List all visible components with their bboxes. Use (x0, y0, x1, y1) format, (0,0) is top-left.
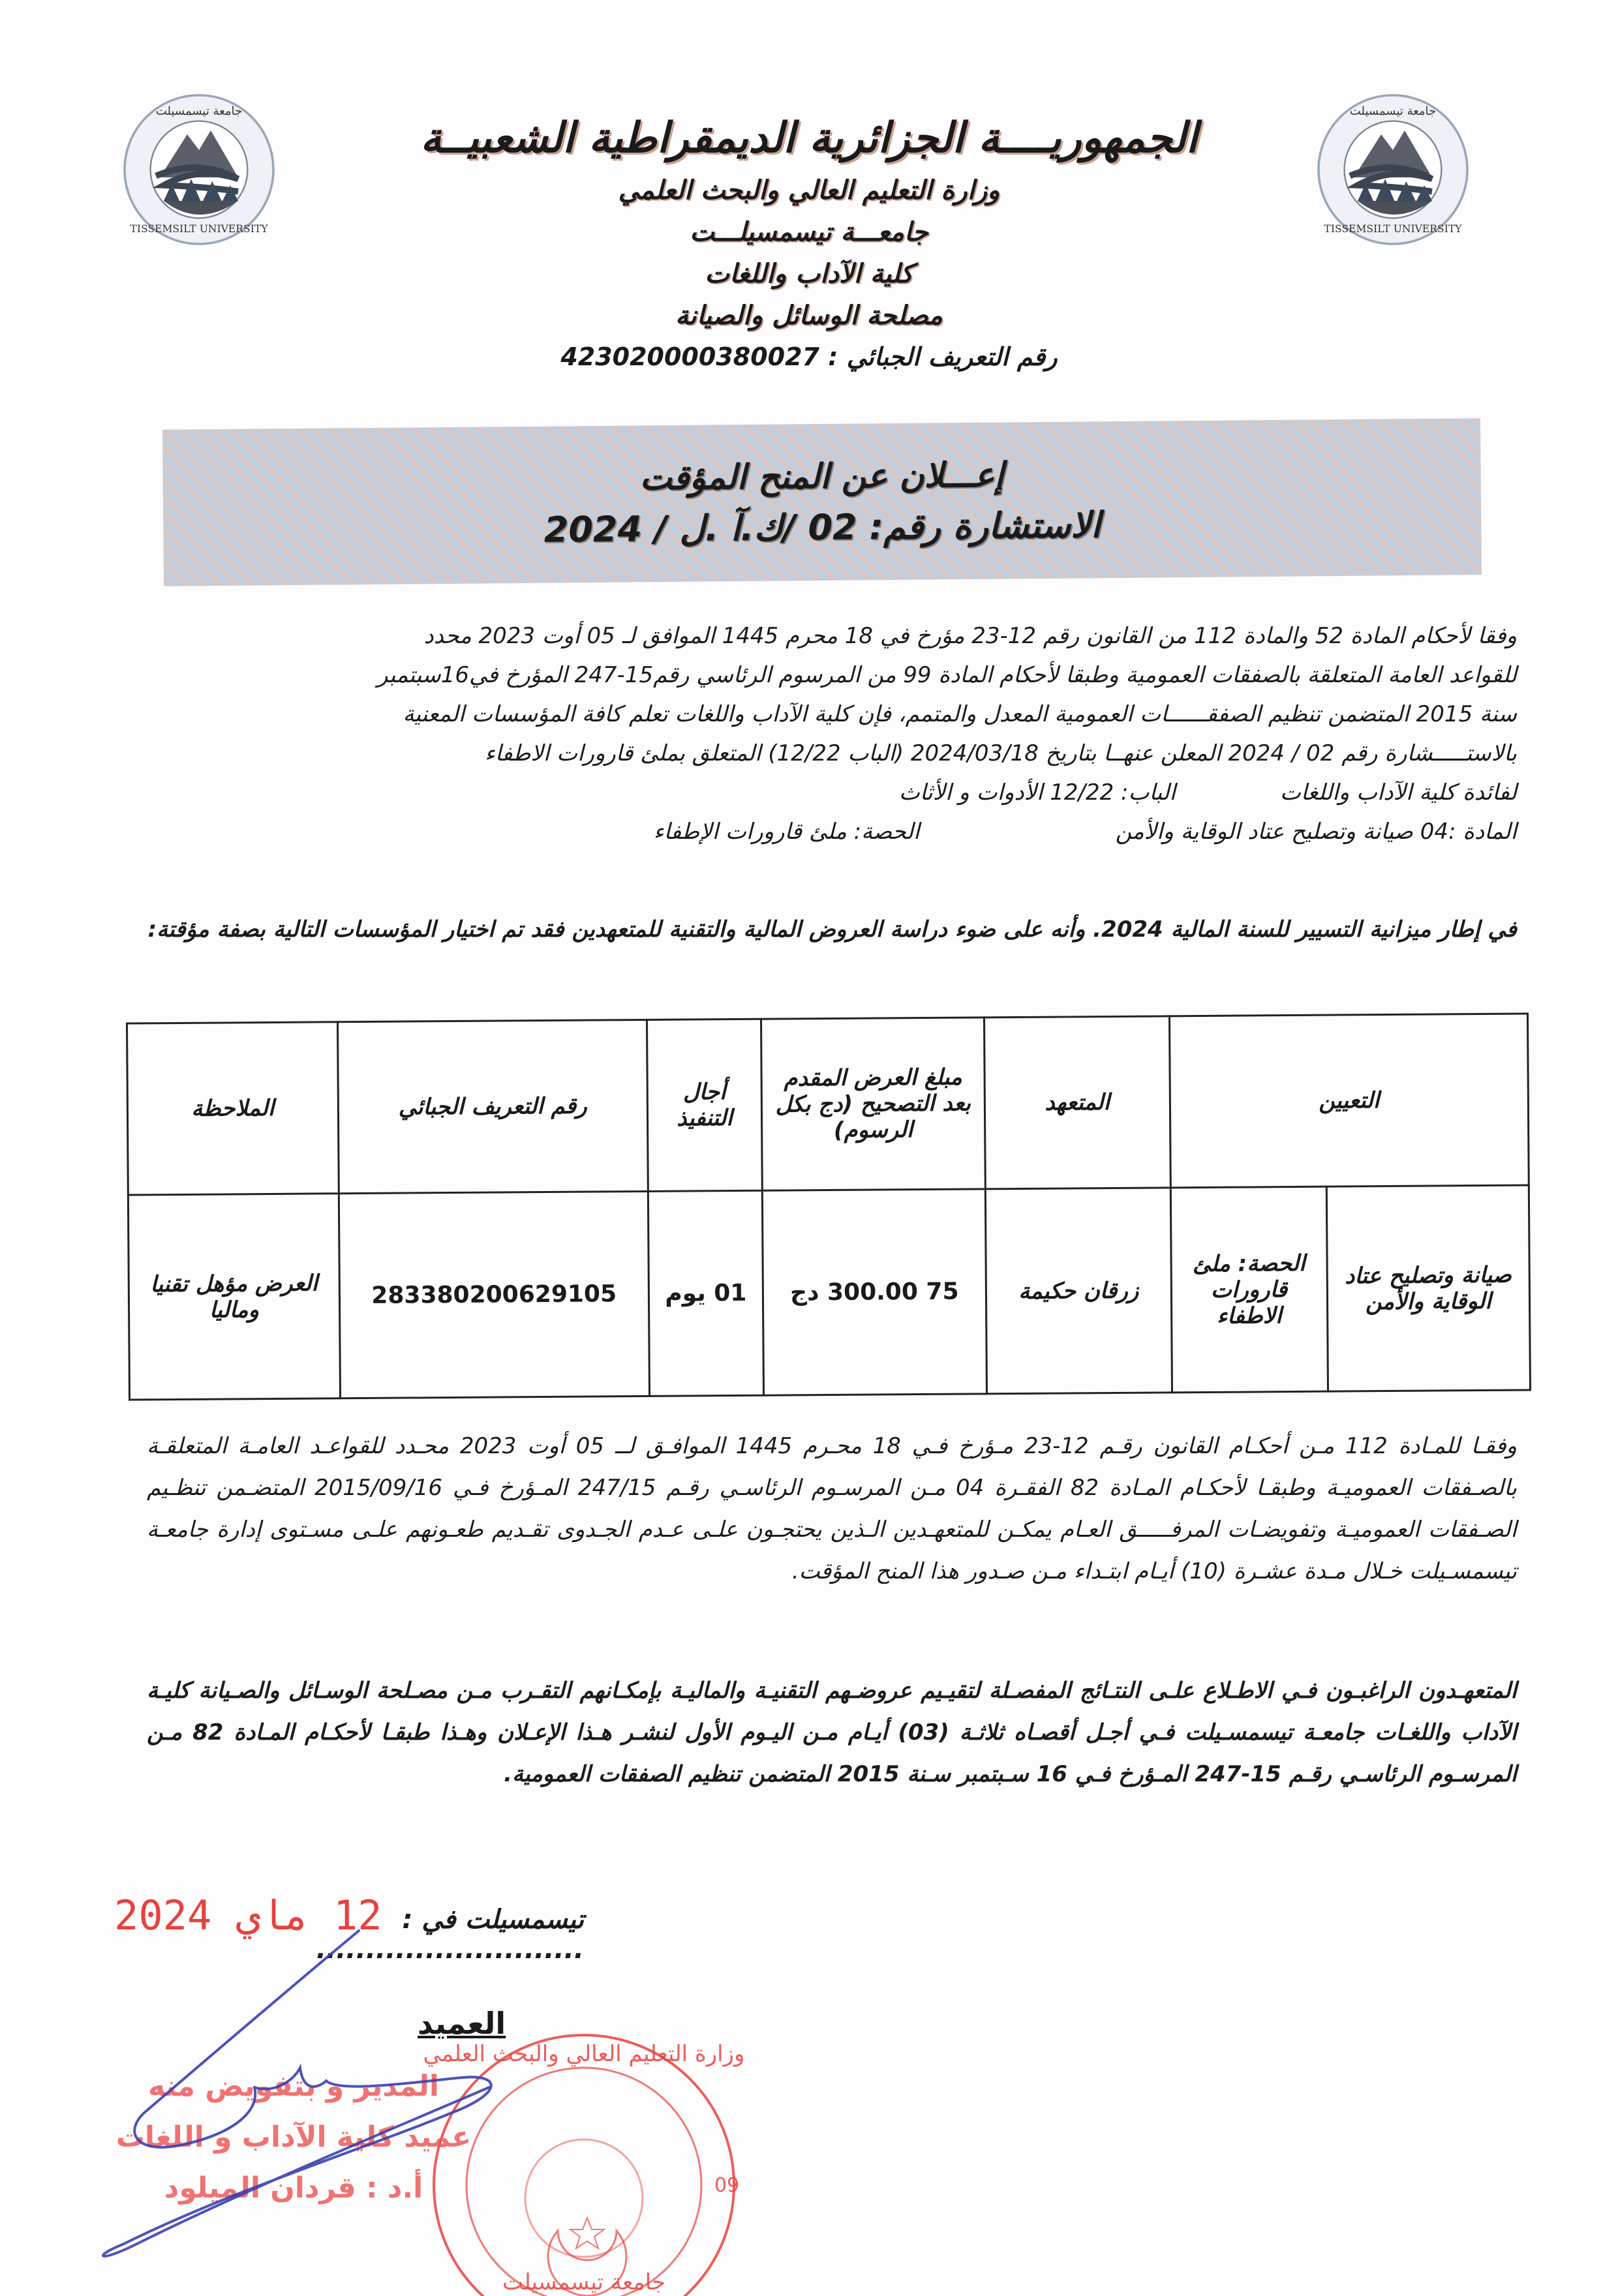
announcement-title: إعـــلان عن المنح المؤقت (639, 455, 1004, 498)
department-name: مصلحة الوسائل والصيانة (675, 301, 943, 331)
budget-chapter: الباب: 12/22 الأدوات و الأثاث (898, 779, 1176, 806)
header-remark: الملاحظة (127, 1022, 339, 1195)
consultation-number: الاستشارة رقم: 02 /ك.آ .ل / 2024 (543, 504, 1101, 551)
delegation-line: أ.د : قردان الميلود (164, 2171, 423, 2205)
lot: الحصة: ملئ قارورات الإطفاء (653, 819, 920, 845)
tax-id (391, 342, 1227, 371)
delegation-line: المدير و بتفويض منه (148, 2070, 439, 2103)
budget-article: المادة :04 صيانة وتصليح عتاد الوقاية والأمن (1115, 819, 1517, 845)
stamp-top-text: وزارة التعليم العالي والبحث العلمي (423, 2041, 745, 2067)
results-consultation-paragraph: المتعهـدون الراغبـون فـي الاطـلاع علـى النتـائج المفصـلة لتقيـيم عروضـهم التقنيـة والماليـة بإمكـانهم التقـرب مـن مصـلحة الوسـائل والصـيانة كليـة الآداب واللغـات جامعـة تيسمسـيلت فـي أجـل أقصـاه ثلاثـة (03) أيـام مـن اليـوم الأول لنشـر هـذا الإعـلان وهـذا طبقـا لأحكـام المـادة 82 مـن المرسـوم الرئاسـي رقـم 15-247 المـؤرخ فـي 16 سـبتمبر سـنة 2015 المتضمن تنظيم الصفقات العمومية. (147, 1678, 1518, 1787)
date-stamp: 12 ماي 2024 (114, 1892, 382, 1939)
cell-remark: العرض مؤهل تقنيا وماليا (128, 1194, 340, 1400)
cell-amount: 75 300.00 دج (762, 1189, 986, 1395)
header-deadline: أجال التنفيذ (647, 1019, 762, 1191)
header-bidder: المتعهد (984, 1016, 1170, 1189)
appeal-paragraph: وفقـا للمـادة 112 مـن أحكـام القانون رقـم 12-23 مـؤرخ فـي 18 محـرم 1445 الموافـق لــ 05 أوت 2023 محـدد للقواعـد العامـة المتعلقـة بالصـفقات العموميـة وطبقـا لأحكـام المـادة 82 الفقـرة 04 مـن المرسـوم الرئاسـي رقـم 247/15 المـؤرخ فـي 2015/09/16 المتضـمن تنظـيم الصـفقات العموميـة وتفويضـات المرفـــــق العـام يمكـن للمتعهـدين الـذين يحتجـون علـى عـدم الجـدوى تقـديم طعـونهم علـى مسـتوى إدارة جامعـة تيسمسـيلت خـلال مـدة عشـرة (10) أيـام ابتـداء مـن صـدور هذا المنح المؤقت. (147, 1433, 1517, 1584)
paragraph-line: سنة 2015 المتضمن تنظيم الصفقــــــات العمومية المعدل والمتمم، فإن كلية الآداب واللغات تعلم كافة المؤسسات المعنية (403, 701, 1517, 727)
university-logo-icon (1315, 91, 1471, 248)
title-banner (162, 418, 1482, 586)
faculty-name: كلية الآداب واللغات (705, 259, 913, 289)
stamp-bottom-text: جامعة تيسمسيلت (502, 2269, 665, 2295)
dean-title: العميد (418, 2006, 506, 2041)
place-label: تيسمسيلت في : (402, 1905, 584, 1935)
legal-basis-paragraph (147, 616, 1517, 851)
university-name: جامعـــة تيسمسيلـــت (690, 217, 928, 247)
table-row (128, 1185, 1530, 1400)
cell-tax-id: 283380200629105 (339, 1191, 649, 1398)
logo-arabic-text: جامعة تيسمسيلت (1349, 104, 1437, 118)
paragraph-line: وفقا لأحكام المادة 52 والمادة 112 من القانون رقم 12-23 مؤرخ في 18 محرم 1445 الموافق لـ 05 أوت 2023 محدد (423, 623, 1517, 649)
date-dots: ........................... (316, 1935, 584, 1965)
header-designation: التعيين (1169, 1014, 1529, 1188)
university-logo-left (121, 91, 277, 248)
header-amount: مبلغ العرض المقدم بعد التصحيح (دج بكل الرسوم) (761, 1018, 985, 1190)
logo-arabic-text: جامعة تيسمسيلت (155, 104, 243, 118)
paragraph-line: للقواعد العامة المتعلقة بالصفقات العمومية وطبقا لأحكام المادة 99 من المرسوم الرئاسي رقم15-247 المؤرخ في16سبتمبر (377, 662, 1517, 688)
selection-paragraph: في إطار ميزانية التسيير للسنة المالية 2024. وأنه على ضوء دراسة العروض المالية والتقنية للمتعهدين فقد تم اختيار المؤسسات التالية بصفة مؤقتة: (147, 916, 1517, 943)
table-header-row (127, 1014, 1529, 1195)
logo-english-text: TISSEMSILT UNIVERSITY (1324, 223, 1462, 235)
stamp-number: 09 (714, 2174, 740, 2197)
delegation-line: عميد كلية الآداب و اللغات (115, 2121, 472, 2154)
logo-english-text: TISSEMSILT UNIVERSITY (130, 223, 268, 235)
beneficiary: لفائدة كلية الآداب واللغات (1279, 779, 1517, 806)
cell-designation: صيانة وتصليح عتاد الوقاية والأمن (1326, 1185, 1531, 1391)
cell-lot: الحصة: ملئ قارورات الاطفاء (1170, 1186, 1328, 1393)
header-tax-id: رقم التعريف الجبائي (337, 1020, 648, 1193)
handwritten-signature-icon (85, 1918, 672, 2270)
ministry-name: وزارة التعليم العالي والبحث العلمي (618, 175, 1000, 205)
paragraph-line: بالاستـــــشارة رقم 02 / 2024 المعلن عنهــا بتاريخ 2024/03/18 (الباب 12/22) المتعلق بملئ قارورات الاطفاء (484, 740, 1517, 766)
country-name: الجمهوريــــة الجزائرية الديمقراطية الشعبيــة (420, 114, 1198, 162)
letterhead (391, 114, 1227, 371)
tax-id-value: 423020000380027 (560, 342, 819, 371)
university-logo-right (1315, 91, 1471, 248)
university-logo-icon (121, 91, 277, 248)
award-table (126, 1013, 1531, 1401)
tax-id-label: رقم التعريف الجبائي : (828, 342, 1058, 371)
cell-bidder: زرقان حكيمة (985, 1188, 1172, 1394)
cell-deadline: 01 يوم (648, 1190, 763, 1396)
